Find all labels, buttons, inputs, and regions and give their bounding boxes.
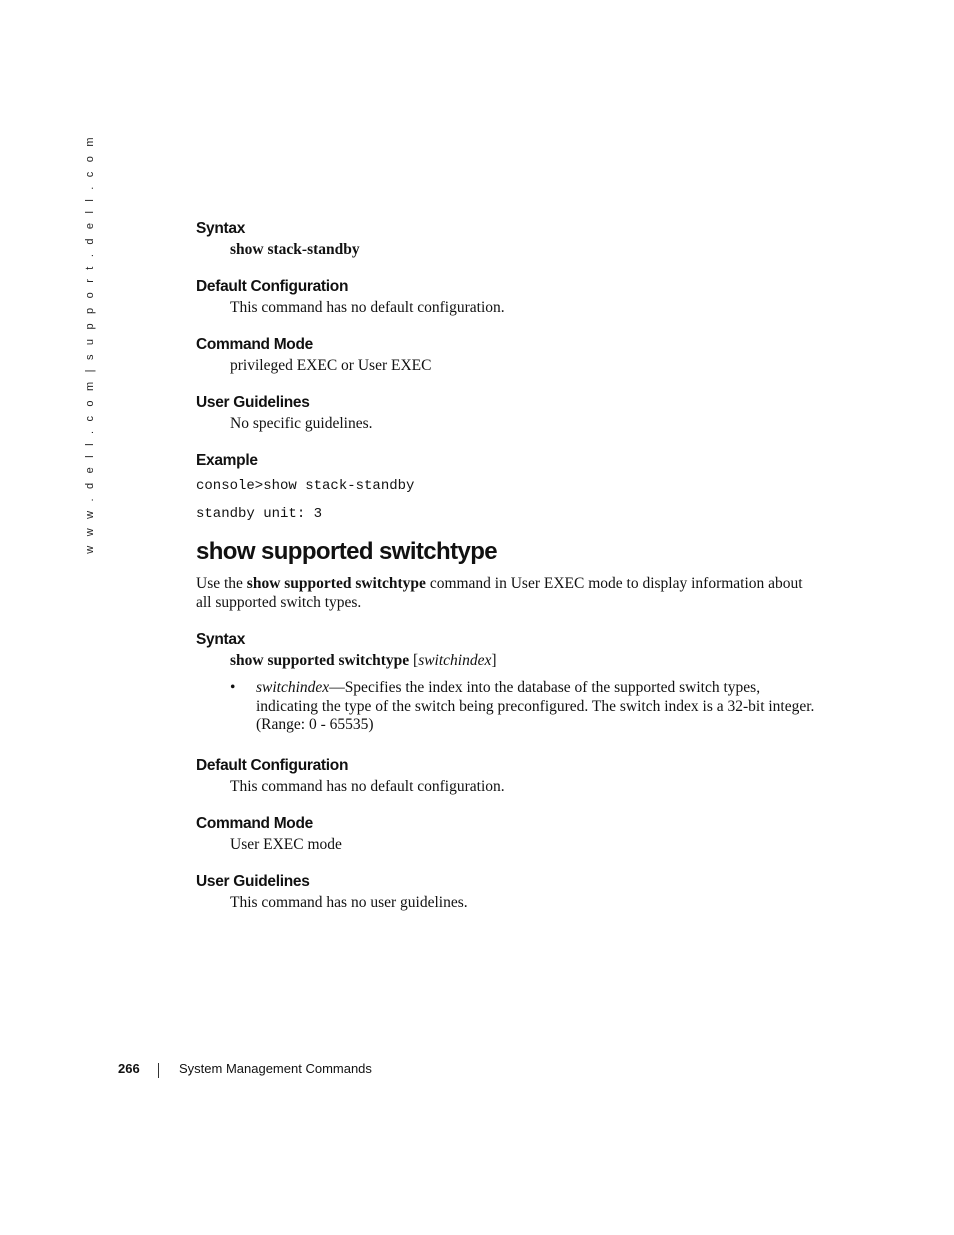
syntax-command-2: show supported switchtype (230, 652, 410, 669)
syntax-bracket-close: ] (491, 652, 497, 669)
command-title: show supported switchtype (196, 538, 498, 565)
sidebar-url (79, 134, 101, 554)
default-text-2: This command has no default configuration. (230, 777, 505, 795)
syntax-text-1 (230, 240, 816, 259)
syntax-param: switchindex (418, 652, 492, 669)
mode-text-2: User EXEC mode (230, 835, 342, 853)
syntax-heading-2: Syntax (196, 631, 246, 648)
example-code-line-1: console>show stack-standby (196, 478, 415, 494)
guidelines-heading-2: User Guidelines (196, 872, 310, 890)
mode-text-1: privileged EXEC or User EXEC (230, 357, 432, 374)
mode-heading-1: Command Mode (196, 336, 313, 353)
default-heading-1: Default Configuration (196, 278, 349, 295)
default-heading-2: Default Configuration (196, 756, 349, 774)
bullet-dot: • (230, 679, 236, 696)
mode-heading-2: Command Mode (196, 814, 313, 832)
page-content (196, 218, 816, 912)
bullet-text: —Specifies the index into the database of the supported switch types, indicating the type of the switch being preconfigured. The switch index is a 32-bit integer. (Range: 0 - 65535) (256, 679, 815, 733)
syntax-command-1: show stack-standby (230, 241, 360, 258)
intro-command: show supported switchtype (246, 575, 426, 592)
bullet-param: switchindex (256, 679, 330, 696)
page-number: 266 (118, 1061, 140, 1076)
syntax-heading-1: Syntax (196, 220, 246, 237)
command-intro (196, 574, 816, 612)
footer-section-title: System Management Commands (179, 1061, 372, 1076)
syntax-bracket-open: [ (409, 652, 419, 669)
guidelines-text-1: No specific guidelines. (230, 415, 373, 432)
guidelines-text-2: This command has no user guidelines. (230, 893, 468, 911)
sidebar-url-text: w w w . d e l l . c o m | s u p p o r t . d e l l . c o m (84, 134, 96, 554)
example-code-line-2: standby unit: 3 (196, 506, 323, 522)
footer-divider (158, 1063, 159, 1078)
intro-post: command in User EXEC mode to display information about all supported switch types. (196, 575, 803, 611)
guidelines-heading-1: User Guidelines (196, 394, 310, 411)
intro-pre: Use the (196, 575, 247, 592)
default-text-1: This command has no default configuration. (230, 299, 505, 316)
example-heading: Example (196, 452, 258, 469)
param-bullet (230, 679, 816, 735)
syntax-text-2 (230, 651, 816, 670)
